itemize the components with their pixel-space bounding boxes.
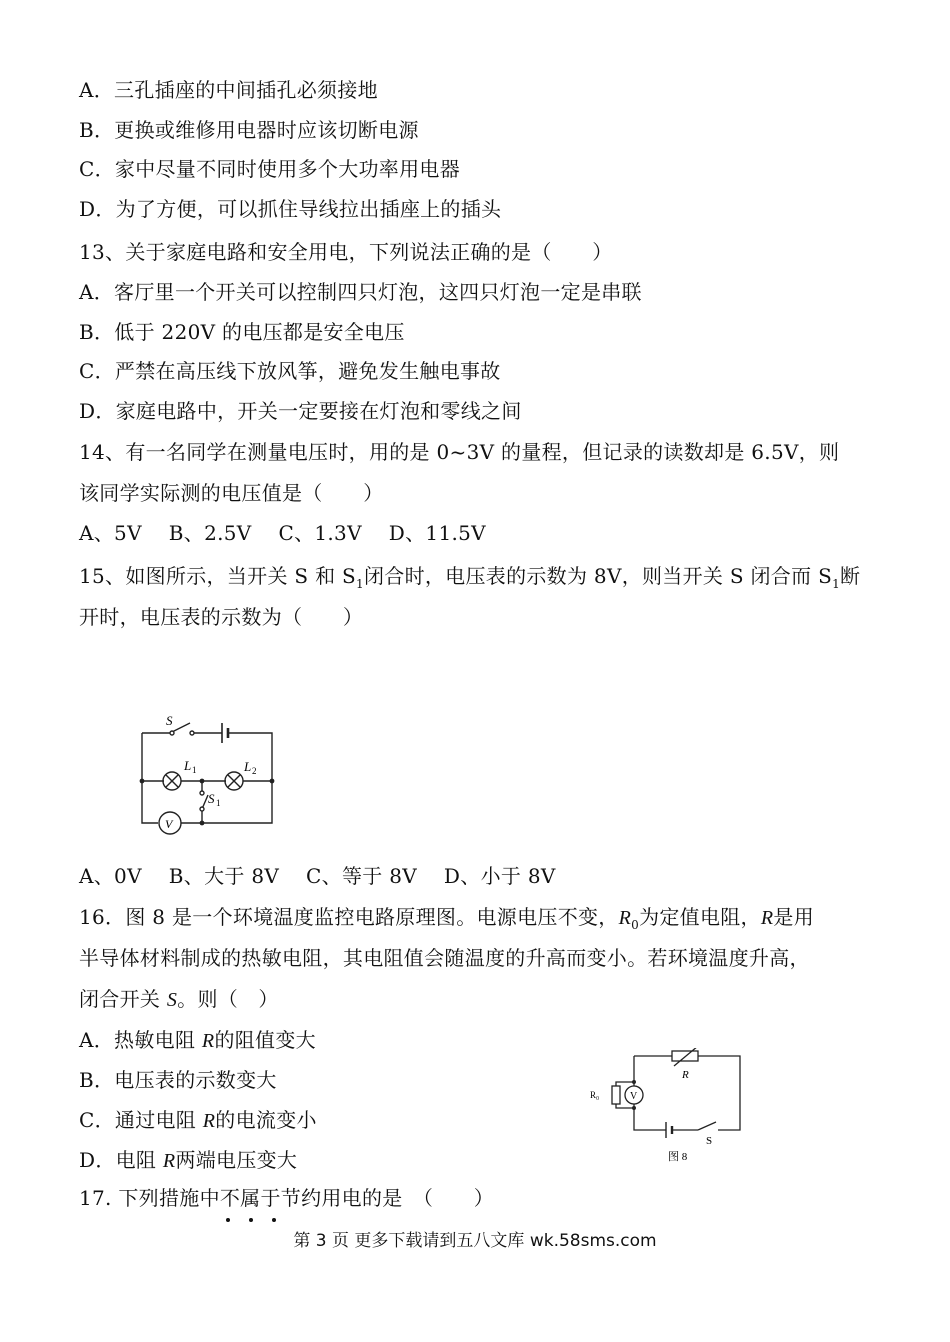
q16-stem-line1-c: 是用: [773, 905, 815, 929]
q16-r0: R: [618, 907, 632, 929]
q16-junction-bottom: [632, 1106, 636, 1110]
q16-figure-caption: 图 8: [668, 1151, 688, 1163]
page-footer: 第 3 页 更多下载请到五八文库 wk.58sms.com: [293, 1231, 657, 1251]
q16-option-d-post: 两端电压变大: [175, 1148, 298, 1172]
q16-stem-line2: 半导体材料制成的热敏电阻，其电阻值会随温度的升高而变小。若环境温度升高，: [79, 946, 810, 970]
q16-option-d: [79, 1148, 297, 1173]
q16-label-v: V: [630, 1091, 638, 1102]
q16-option-a-post: 的阻值变大: [214, 1028, 316, 1052]
q16-option-a: [79, 1028, 316, 1053]
q15-circuit-figure: [128, 705, 288, 835]
q16-option-d-pre: D．电阻: [79, 1148, 163, 1172]
q14-stem-line1: 14、有一名同学在测量电压时，用的是 0~3V 的量程，但记录的读数却是 6.5V，则: [79, 440, 840, 464]
q12-option-c: C．家中尽量不同时使用多个大功率用电器: [79, 157, 461, 181]
q16-stem-line1-a: 16．图 8 是一个环境温度监控电路原理图。电源电压不变，: [79, 905, 619, 929]
q16-label-r: R: [682, 1069, 689, 1081]
q15-stem-line2: 开时，电压表的示数为（ ）: [79, 605, 364, 629]
q15-label-s1-sub: 1: [216, 798, 221, 808]
q16-stem-line1-b: 为定值电阻，: [639, 905, 761, 929]
q15-stem-line1: [79, 564, 860, 591]
q16-option-c-pre: C．通过电阻: [79, 1108, 203, 1132]
q15-stem-sub1: 1: [356, 577, 364, 591]
q16-stem-line1: [79, 905, 814, 932]
q14-stem-line2: 该同学实际测的电压值是（ ）: [79, 481, 384, 505]
q16-option-a-pre: A．热敏电阻: [79, 1028, 202, 1052]
q13-option-a: A．客厅里一个开关可以控制四只灯泡，这四只灯泡一定是串联: [79, 280, 642, 304]
q15-switch-s-contact: [190, 731, 194, 735]
q16-s: S: [166, 989, 178, 1011]
q12-option-d: D．为了方便，可以抓住导线拉出插座上的插头: [79, 197, 502, 221]
q13-stem: 13、关于家庭电路和安全用电，下列说法正确的是（ ）: [79, 240, 613, 264]
q15-label-l1-sub: 1: [192, 765, 197, 775]
q16-option-b: B．电压表的示数变大: [79, 1068, 277, 1092]
q13-option-c: C．严禁在高压线下放风筝，避免发生触电事故: [79, 359, 501, 383]
q15-switch-s1-pivot: [200, 807, 204, 811]
q15-stem-part2: 闭合时，电压表的示数为 8V，则当开关 S 闭合而 S: [363, 564, 833, 588]
q15-junction-mid: [200, 779, 205, 784]
q16-option-d-r: R: [162, 1150, 176, 1172]
q15-label-l1: L: [184, 758, 192, 773]
q14-options: A、5V B、2.5V C、1.3V D、11.5V: [79, 521, 486, 545]
q16-option-c-post: 的电流变小: [215, 1108, 317, 1132]
q16-option-c: [79, 1108, 317, 1133]
q15-junction-right: [270, 779, 275, 784]
q15-label-l2-sub: 2: [252, 766, 257, 776]
q16-r0-sub: 0: [631, 918, 640, 932]
q13-option-d: D．家庭电路中，开关一定要接在灯泡和零线之间: [79, 399, 522, 423]
emphasis-dot: [226, 1218, 230, 1222]
q16-option-a-r: R: [201, 1030, 215, 1052]
q15-stem-part1: 15、如图所示，当开关 S 和 S: [79, 564, 357, 588]
q15-label-v: V: [165, 817, 173, 831]
q17-stem: 17. 下列措施中不属于节约用电的是 （ ）: [79, 1186, 495, 1210]
q15-label-s1: S: [208, 791, 215, 806]
q16-junction-top: [632, 1080, 636, 1084]
emphasis-dot: [249, 1218, 253, 1222]
q15-junction-bottom: [200, 821, 205, 826]
q15-label-l2: L: [244, 759, 252, 774]
q15-switch-s1-contact: [200, 791, 204, 795]
q15-junction-left: [140, 779, 145, 784]
q16-resistor-r0: [612, 1086, 620, 1104]
emphasis-dot: [272, 1218, 276, 1222]
q15-left-wire: [142, 733, 158, 823]
q16-switch-blade: [698, 1122, 716, 1130]
q16-stem-line3-b: 。则（ ）: [177, 987, 279, 1011]
q15-options: A、0V B、大于 8V C、等于 8V D、小于 8V: [79, 864, 556, 888]
q16-label-s: S: [706, 1135, 713, 1147]
q16-r: R: [760, 907, 774, 929]
q16-label-r0: R₀: [590, 1090, 600, 1100]
q16-stem-line3-a: 闭合开关: [79, 987, 167, 1011]
q16-circuit-figure: [588, 1048, 748, 1163]
q12-option-b: B．更换或维修用电器时应该切断电源: [79, 118, 419, 142]
q16-right-wire: [698, 1056, 740, 1130]
q12-option-a: A．三孔插座的中间插孔必须接地: [79, 78, 378, 102]
q15-stem-part3: 断: [840, 564, 861, 588]
q13-option-b: B．低于 220V 的电压都是安全电压: [79, 320, 405, 344]
q15-switch-s-pivot: [170, 731, 174, 735]
q15-right-wire: [216, 733, 272, 823]
q16-option-c-r: R: [202, 1110, 216, 1132]
q15-stem-sub2: 1: [832, 577, 841, 591]
emphasis-dots: [220, 1218, 290, 1226]
q15-label-s: S: [166, 713, 173, 728]
q16-stem-line3: [79, 987, 279, 1012]
